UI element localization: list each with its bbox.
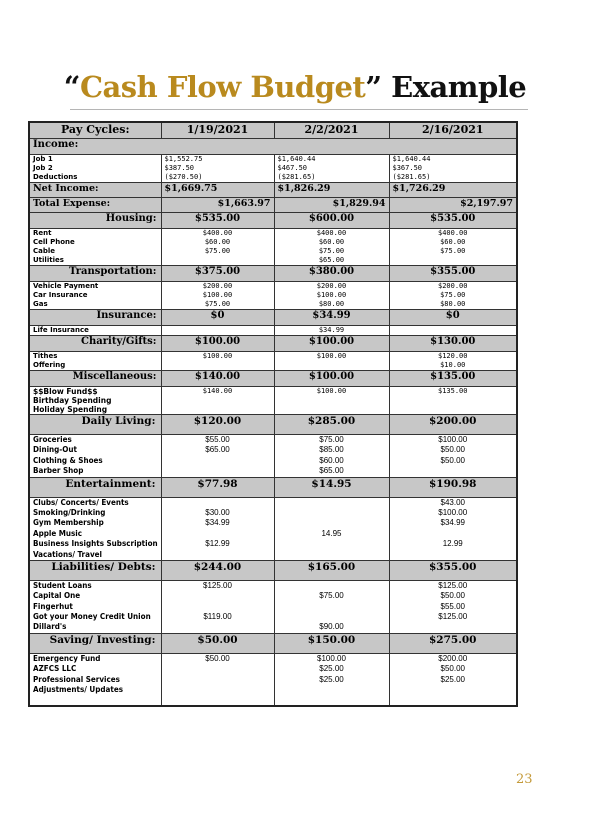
cell-line: Cable	[33, 247, 56, 255]
cell-line: Job 1	[33, 155, 53, 163]
cell-line: Dining-Out	[33, 445, 77, 455]
income-values-cycle-3	[389, 155, 517, 183]
cell-line	[278, 602, 386, 612]
cell-line: Birthday Spending	[33, 396, 112, 405]
cell-line: Dillard's	[33, 622, 67, 632]
cell-line: $50.00	[440, 445, 465, 455]
cell-line: $80.00	[318, 300, 345, 308]
cell-line: $120.00	[437, 352, 468, 360]
cell-line: $85.00	[319, 445, 344, 455]
cell-line	[278, 361, 386, 370]
total-expense-value: $1,663.97	[161, 198, 274, 213]
charity-label: Charity/Gifts:	[29, 336, 161, 352]
transportation-values-cycle-2	[274, 282, 389, 310]
liabilities-header-row	[29, 560, 517, 580]
daily-living-detail-row	[29, 435, 517, 478]
transportation-detail-row	[29, 282, 517, 310]
cell-line	[165, 602, 271, 612]
cell-line: $12.99	[205, 539, 230, 549]
cell-line	[393, 405, 514, 414]
cell-line: Gym Membership	[33, 518, 104, 528]
charity-values-cycle-2	[274, 352, 389, 371]
housing-total: $535.00	[389, 213, 517, 229]
insurance-total: $34.99	[274, 310, 389, 326]
cell-line: ($281.65)	[277, 173, 316, 181]
cell-line	[393, 466, 514, 476]
cell-line: Smoking/Drinking	[33, 507, 106, 517]
cell-line: $200.00	[316, 282, 347, 290]
housing-values-cycle-2	[274, 229, 389, 266]
total-expense-value: $2,197.97	[389, 198, 517, 213]
entertainment-total: $14.95	[274, 477, 389, 497]
cell-line	[165, 622, 271, 632]
cell-line: $1,552.75	[164, 155, 203, 163]
net-income-value: $1,669.75	[161, 183, 274, 198]
cell-line	[278, 518, 386, 528]
total-expense-label: Total Expense:	[29, 198, 161, 213]
charity-values-cycle-1	[161, 352, 274, 371]
cell-line	[278, 498, 386, 508]
cell-line: $55.00	[440, 601, 465, 611]
cell-line: $75.00	[204, 247, 231, 255]
cell-line	[393, 685, 514, 695]
cell-line	[393, 550, 514, 560]
transportation-header-row	[29, 266, 517, 282]
transportation-total: $355.00	[389, 266, 517, 282]
cell-line	[165, 466, 271, 476]
net-income-row	[29, 183, 517, 198]
cell-line	[278, 581, 386, 591]
liabilities-total: $355.00	[389, 560, 517, 580]
cell-line: $100.00	[438, 435, 468, 444]
cell-line: $75.00	[318, 247, 345, 255]
saving-values-cycle-2	[274, 653, 389, 706]
saving-label: Saving/ Investing:	[29, 633, 161, 653]
miscellaneous-items	[29, 387, 161, 415]
entertainment-label: Entertainment:	[29, 477, 161, 497]
cell-line: Car Insurance	[33, 291, 88, 299]
net-income-value: $1,826.29	[274, 183, 389, 198]
daily-living-items	[29, 435, 161, 478]
cell-line: $119.00	[203, 612, 232, 622]
charity-items	[29, 352, 161, 371]
income-detail-row	[29, 155, 517, 183]
cell-line: $200.00	[438, 653, 468, 663]
cell-line: Life Insurance	[33, 326, 89, 334]
cell-line: $200.00	[202, 282, 233, 290]
daily-living-values-cycle-2	[274, 435, 389, 478]
cell-line: Holiday Spending	[33, 405, 108, 414]
cell-line: $100.00	[202, 352, 233, 360]
insurance-label: Insurance:	[29, 310, 161, 326]
cell-line: Cell Phone	[33, 238, 75, 246]
cell-line: ($281.65)	[392, 173, 431, 181]
cell-line: Clubs/ Concerts/ Events	[33, 497, 129, 507]
charity-values-cycle-3	[389, 352, 517, 371]
liabilities-total: $244.00	[161, 560, 274, 580]
cell-line: $55.00	[205, 435, 230, 444]
entertainment-values-cycle-3	[389, 497, 517, 560]
cell-line: $100.00	[316, 387, 347, 395]
cell-line: Clothing & Shoes	[33, 455, 103, 465]
cell-line	[165, 361, 271, 370]
cell-line: $65.00	[319, 466, 344, 476]
miscellaneous-values-cycle-3	[389, 387, 517, 415]
cell-line: $400.00	[437, 229, 468, 237]
pay-cycle-date: 2/16/2021	[389, 122, 517, 139]
cell-line: $367.50	[392, 164, 423, 172]
cell-line: $34.99	[440, 518, 465, 528]
miscellaneous-header-row	[29, 371, 517, 387]
housing-total: $600.00	[274, 213, 389, 229]
liabilities-values-cycle-2	[274, 580, 389, 633]
saving-values-cycle-3	[389, 653, 517, 706]
cell-line: $100.00	[316, 352, 347, 360]
pay-cycles-row	[29, 122, 517, 139]
daily-living-total: $200.00	[389, 415, 517, 435]
miscellaneous-detail-row	[29, 387, 517, 415]
cell-line	[278, 685, 386, 695]
charity-total: $100.00	[161, 336, 274, 352]
cell-line	[393, 396, 514, 405]
miscellaneous-label: Miscellaneous:	[29, 371, 161, 387]
cell-line: $100.00	[202, 291, 233, 299]
cell-line: $25.00	[319, 664, 344, 674]
income-values-cycle-2	[274, 155, 389, 183]
cell-line: Deductions	[33, 173, 78, 181]
cell-line: $135.00	[437, 387, 468, 395]
housing-values-cycle-1	[161, 229, 274, 266]
cell-line	[278, 396, 386, 405]
net-income-value: $1,726.29	[389, 183, 517, 198]
saving-total: $150.00	[274, 633, 389, 653]
insurance-total: $0	[389, 310, 517, 326]
daily-living-label: Daily Living:	[29, 415, 161, 435]
saving-header-row	[29, 633, 517, 653]
cell-line: Capital One	[33, 591, 81, 601]
cell-line	[278, 405, 386, 414]
miscellaneous-values-cycle-2	[274, 387, 389, 415]
cell-line: Professional Services	[33, 674, 120, 684]
page-title	[0, 70, 590, 104]
cell-line: $100.00	[316, 291, 347, 299]
cell-line	[165, 529, 271, 539]
saving-items	[29, 653, 161, 706]
cell-line	[393, 529, 514, 539]
cell-line: $60.00	[319, 455, 344, 465]
cell-line	[165, 664, 271, 674]
cell-line	[278, 612, 386, 622]
cell-line: Groceries	[33, 435, 72, 444]
title-open-quote: “	[63, 70, 80, 104]
cell-line: $50.00	[205, 653, 230, 663]
cell-line	[165, 326, 271, 335]
total-expense-value: $1,829.94	[274, 198, 389, 213]
miscellaneous-total: $140.00	[161, 371, 274, 387]
cell-line: AZFCS LLC	[33, 664, 77, 674]
insurance-values-cycle-2	[274, 326, 389, 336]
cell-line: $1,640.44	[277, 155, 316, 163]
cell-line: $1,640.44	[392, 155, 431, 163]
charity-total: $100.00	[274, 336, 389, 352]
cell-line	[165, 456, 271, 466]
pay-cycle-date: 2/2/2021	[274, 122, 389, 139]
miscellaneous-total: $100.00	[274, 371, 389, 387]
income-header-row	[29, 139, 517, 155]
transportation-total: $380.00	[274, 266, 389, 282]
cell-line: $75.00	[319, 591, 344, 601]
cell-line: $65.00	[318, 256, 345, 264]
cell-line: $50.00	[440, 591, 465, 601]
cell-line: $467.50	[277, 164, 308, 172]
cell-line: 12.99	[442, 539, 463, 549]
cell-line: $125.00	[438, 612, 468, 622]
daily-living-total: $120.00	[161, 415, 274, 435]
cell-line: Rent	[33, 229, 52, 237]
cell-line	[165, 498, 271, 508]
page-number: 23	[516, 772, 533, 787]
charity-detail-row	[29, 352, 517, 371]
daily-living-total: $285.00	[274, 415, 389, 435]
cell-line: $387.50	[164, 164, 195, 172]
cell-line: Student Loans	[33, 580, 92, 590]
liabilities-detail-row	[29, 580, 517, 633]
cell-line	[393, 622, 514, 632]
housing-detail-row	[29, 229, 517, 266]
cell-line: $65.00	[205, 445, 230, 455]
transportation-values-cycle-1	[161, 282, 274, 310]
cell-line: Business Insights Subscription	[33, 539, 158, 549]
transportation-items	[29, 282, 161, 310]
liabilities-values-cycle-3	[389, 580, 517, 633]
cell-line: $25.00	[440, 674, 465, 684]
insurance-total: $0	[161, 310, 274, 326]
cell-line: $90.00	[319, 622, 344, 632]
insurance-items	[29, 326, 161, 336]
cell-line	[278, 508, 386, 518]
entertainment-items	[29, 497, 161, 560]
budget-table	[28, 121, 518, 707]
cell-line: Got your Money Credit Union	[33, 612, 151, 622]
cell-line: $50.00	[440, 455, 465, 465]
entertainment-detail-row	[29, 497, 517, 560]
saving-detail-row	[29, 653, 517, 706]
entertainment-header-row	[29, 477, 517, 497]
cell-line	[393, 256, 514, 265]
title-highlight: Cash Flow Budget	[79, 70, 366, 104]
net-income-label: Net Income:	[29, 183, 161, 198]
cell-line: Adjustments/ Updates	[33, 685, 124, 695]
cell-line: $60.00	[318, 238, 345, 246]
cell-line: Tithes	[33, 352, 58, 360]
income-items	[29, 155, 161, 183]
housing-header-row	[29, 213, 517, 229]
entertainment-total: $77.98	[161, 477, 274, 497]
liabilities-values-cycle-1	[161, 580, 274, 633]
cell-line: $$Blow Fund$$	[33, 387, 98, 396]
entertainment-total: $190.98	[389, 477, 517, 497]
income-label: Income:	[29, 139, 517, 155]
cell-line	[165, 550, 271, 560]
cell-line	[165, 256, 271, 265]
cell-line	[278, 539, 386, 549]
insurance-values-cycle-3	[389, 326, 517, 336]
cell-line	[165, 685, 271, 695]
transportation-values-cycle-3	[389, 282, 517, 310]
cell-line	[393, 326, 514, 335]
liabilities-total: $165.00	[274, 560, 389, 580]
saving-total: $50.00	[161, 633, 274, 653]
saving-total: $275.00	[389, 633, 517, 653]
cell-line: $100.00	[317, 653, 346, 663]
cell-line: $400.00	[316, 229, 347, 237]
cell-line: $75.00	[204, 300, 231, 308]
cell-line: $60.00	[440, 238, 466, 246]
transportation-total: $375.00	[161, 266, 274, 282]
total-expense-row	[29, 198, 517, 213]
cell-line: Utilities	[33, 256, 64, 264]
cell-line: Fingerhut	[33, 601, 73, 611]
cell-line	[165, 591, 271, 601]
insurance-header-row	[29, 310, 517, 326]
cell-line: Offering	[33, 361, 66, 369]
cell-line: $50.00	[440, 664, 465, 674]
cell-line: $43.00	[440, 497, 465, 507]
cell-line: Apple Music	[33, 528, 83, 538]
cell-line: $25.00	[319, 674, 344, 684]
insurance-detail-row	[29, 326, 517, 336]
housing-items	[29, 229, 161, 266]
income-values-cycle-1	[161, 155, 274, 183]
housing-label: Housing:	[29, 213, 161, 229]
daily-living-values-cycle-3	[389, 435, 517, 478]
cell-line	[165, 405, 271, 414]
pay-cycles-label: Pay Cycles:	[29, 122, 161, 139]
cell-line: $200.00	[437, 282, 468, 290]
entertainment-values-cycle-1	[161, 497, 274, 560]
cell-line: $75.00	[440, 247, 466, 255]
cell-line	[165, 675, 271, 685]
cell-line: Vehicle Payment	[33, 282, 99, 290]
liabilities-items	[29, 580, 161, 633]
transportation-label: Transportation:	[29, 266, 161, 282]
cell-line	[278, 550, 386, 560]
cell-line: $80.00	[440, 300, 466, 308]
cell-line: Gas	[33, 300, 48, 308]
daily-living-values-cycle-1	[161, 435, 274, 478]
cell-line	[165, 396, 271, 405]
housing-total: $535.00	[161, 213, 274, 229]
saving-values-cycle-1	[161, 653, 274, 706]
cell-line: Vacations/ Travel	[33, 549, 102, 559]
cell-line: $75.00	[319, 435, 344, 444]
charity-total: $130.00	[389, 336, 517, 352]
cell-line: $75.00	[440, 291, 466, 299]
cell-line: $100.00	[438, 507, 468, 517]
title-rest: Example	[381, 70, 527, 104]
cell-line: $400.00	[202, 229, 233, 237]
cell-line: Job 2	[33, 164, 53, 172]
miscellaneous-total: $135.00	[389, 371, 517, 387]
cell-line: Barber Shop	[33, 466, 84, 476]
miscellaneous-values-cycle-1	[161, 387, 274, 415]
cell-line: $34.99	[318, 326, 345, 334]
cell-line: $140.00	[202, 387, 233, 395]
insurance-values-cycle-1	[161, 326, 274, 336]
cell-line: $125.00	[203, 580, 232, 590]
daily-living-header-row	[29, 415, 517, 435]
liabilities-label: Liabilities/ Debts:	[29, 560, 161, 580]
pay-cycle-date: 1/19/2021	[161, 122, 274, 139]
cell-line: $125.00	[438, 580, 468, 590]
cell-line: $34.99	[205, 518, 230, 528]
charity-header-row	[29, 336, 517, 352]
housing-values-cycle-3	[389, 229, 517, 266]
cell-line: ($270.50)	[164, 173, 203, 181]
cell-line: $30.00	[205, 507, 230, 517]
cell-line: $10.00	[440, 361, 466, 369]
cell-line: Emergency Fund	[33, 653, 101, 663]
entertainment-values-cycle-2	[274, 497, 389, 560]
title-close-quote: ”	[365, 70, 382, 104]
cell-line: 14.95	[321, 528, 342, 538]
cell-line: $60.00	[204, 238, 231, 246]
title-divider	[70, 109, 528, 110]
